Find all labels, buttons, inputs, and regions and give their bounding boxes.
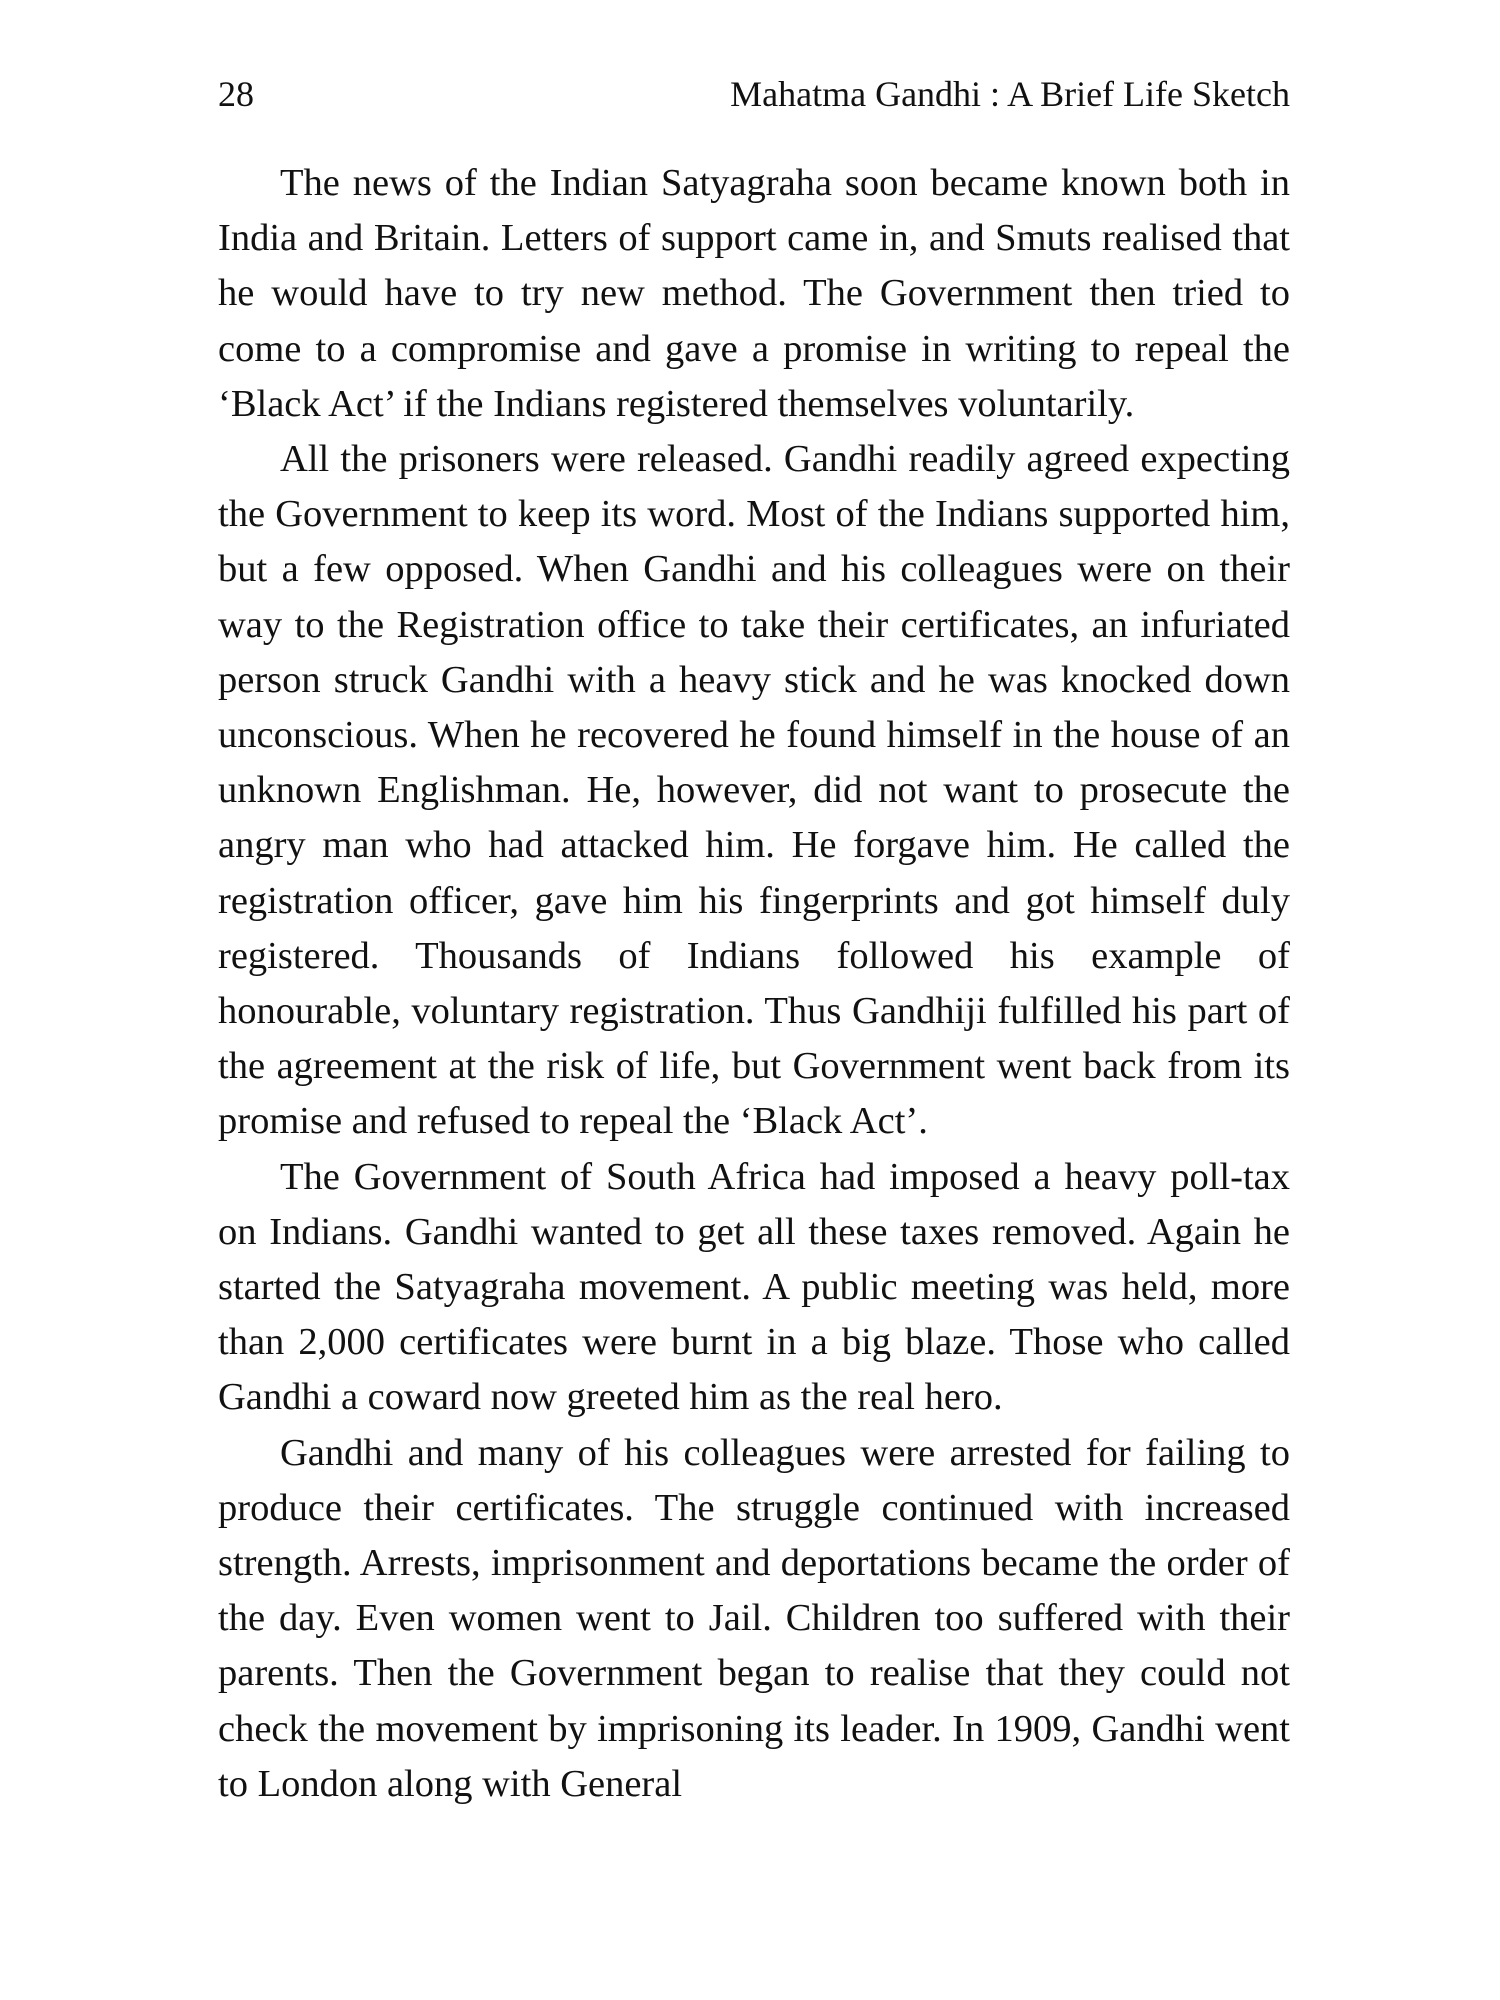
body-text	[218, 156, 1290, 1812]
paragraph: The news of the Indian Satyagraha soon became known both in India and Britain. Letters of support came in, and Smuts realised that he would have to try new method. The Government then tried to come to a compromise and gave a promise in writing to repeal the ‘Black Act’ if the Indians registered themselves voluntarily.	[218, 162, 1290, 425]
paragraph: Gandhi and many of his colleagues were arrested for failing to produce their certificates. The struggle continued with increased strength. Arrests, imprisonment and deportations became the order of the day. Even women went to Jail. Children too suffered with their parents. Then the Government began to realise that they could not check the movement by imprisoning its leader. In 1909, Gandhi went to London along with General	[218, 1431, 1290, 1805]
running-header	[218, 72, 1290, 116]
running-title: Mahatma Gandhi : A Brief Life Sketch	[730, 74, 1290, 114]
book-page	[218, 72, 1290, 1812]
paragraph: The Government of South Africa had imposed a heavy poll-tax on Indians. Gandhi wanted to get all these taxes removed. Again he started the Satyagraha movement. A public meeting was held, more than 2,000 certificates were burnt in a big blaze. Those who called Gandhi a coward now greeted him as the real hero.	[218, 1155, 1290, 1419]
paragraph: All the prisoners were released. Gandhi readily agreed expecting the Government to keep its word. Most of the Indians supported him, but a few opposed. When Gandhi and his colleagues were on their way to the Registration office to take their certificates, an infuriated person struck Gandhi with a heavy stick and he was knocked down unconscious. When he recovered he found himself in the house of an unknown Englishman. He, however, did not want to prosecute the angry man who had attacked him. He forgave him. He called the registration officer, gave him his fingerprints and got himself duly registered. Thousands of Indians followed his example of honourable, voluntary registration. Thus Gandhiji fulfilled his part of the agreement at the risk of life, but Government went back from its promise and refused to repeal the ‘Black Act’.	[218, 438, 1290, 1143]
page-number: 28	[218, 74, 254, 114]
